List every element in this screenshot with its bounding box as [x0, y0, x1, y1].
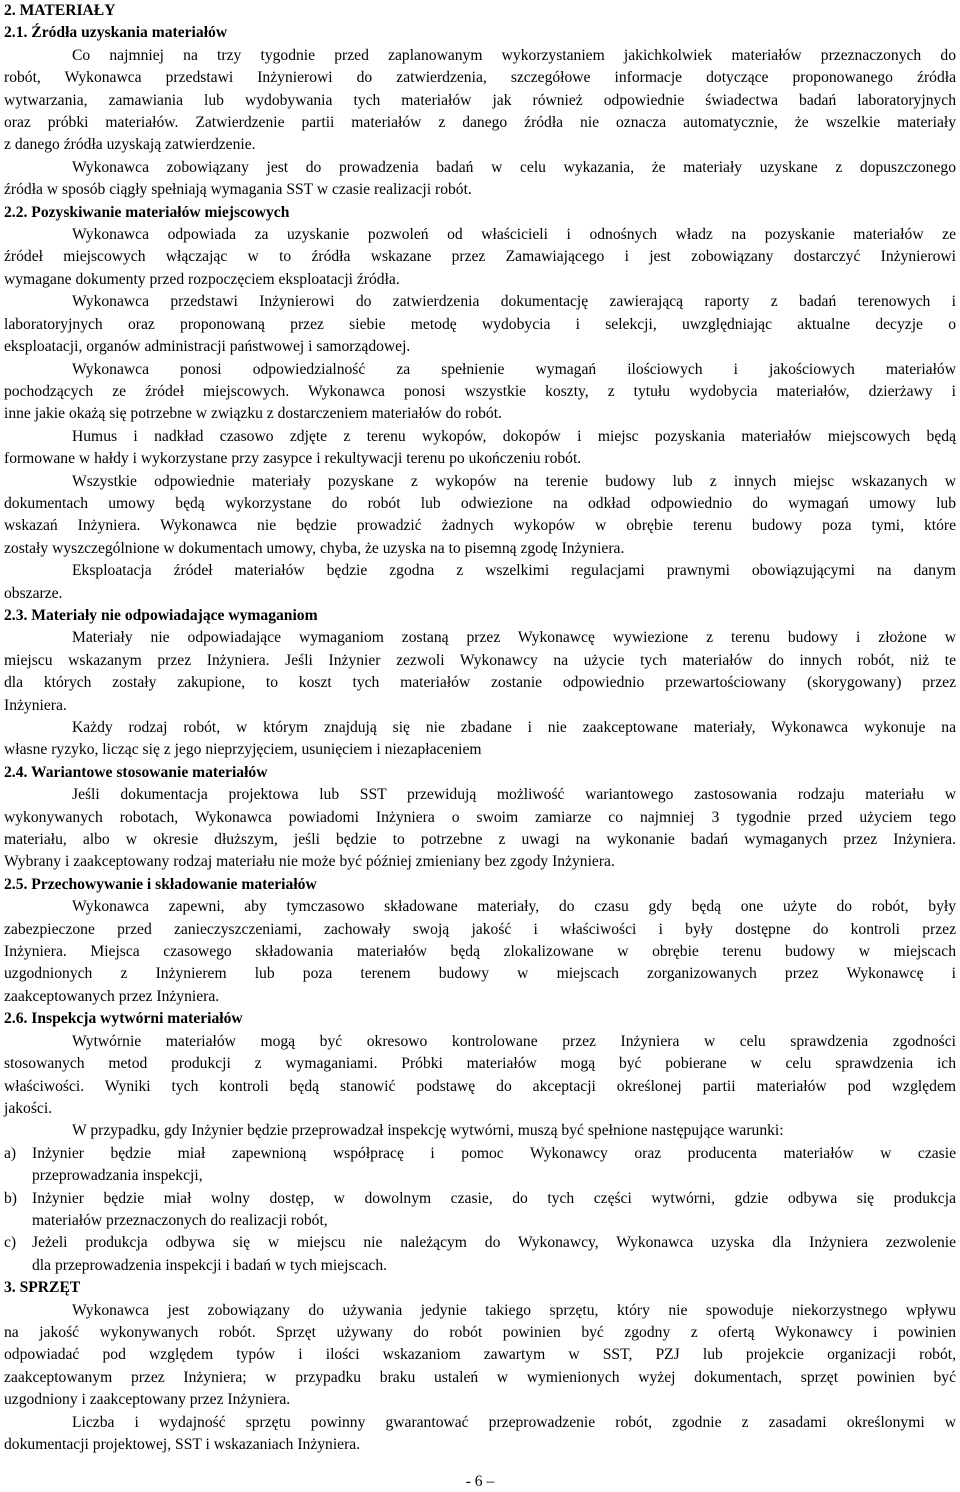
subsection-title: 2.3. Materiały nie odpowiadające wymaganiom	[4, 606, 318, 624]
text-line: Inżynier będzie miał wolny dostęp, w dowolnym czasie, do tych części wytwórni, gdzie odbywa się produkcja	[32, 1189, 956, 1207]
text-line: uzgodnionych z Inżynierem lub poza terenem budowy w miejscach zorganizowanych przez Wykonawcę i	[4, 965, 956, 983]
list-marker: b)	[4, 1189, 17, 1207]
subsection-title: 2.5. Przechowywanie i składowanie materiałów	[4, 875, 317, 893]
paragraph	[4, 784, 956, 874]
text-line: Wykonawca ponosi odpowiedzialność za spełnienie wymagań ilościowych i jakościowych materiałów	[72, 360, 956, 378]
paragraph	[4, 1031, 956, 1121]
paragraph	[4, 359, 956, 426]
text-line: dla których zostały zakupione, to koszt tych materiałów zostanie odpowiednio przewartościowany (skorygowany) przez	[4, 674, 956, 692]
subsection-title: 2.4. Wariantowe stosowanie materiałów	[4, 763, 268, 781]
text-line: zostały wyszczególnione w dokumentach umowy, chyba, że uzyska na to pisemną zgodę Inżyniera.	[4, 539, 625, 557]
text-line: inne jakie okażą się potrzebne w związku z dostarczeniem materiałów do robót.	[4, 405, 502, 423]
text-line: wykonywanych robotach, Wykonawca powiadomi Inżyniera o swoim zamiarze co najmniej 3 tygodnie przed użyciem tego	[4, 808, 956, 826]
text-line: na jakość wykonywanych robót. Sprzęt używany do robót powinien być zgodny z ofertą Wykonawcy i powinien	[4, 1323, 956, 1341]
text-line: dokumentacji projektowej, SST i wskazaniach Inżyniera.	[4, 1436, 361, 1453]
paragraph	[4, 717, 956, 762]
text-line: robót, Wykonawca przedstawi Inżynierowi do zatwierdzenia, szczegółowe informacje dotyczące proponowanego źródła	[4, 69, 956, 87]
text-line: zaakceptowanych przez Inżyniera.	[4, 987, 220, 1005]
list-item	[4, 1143, 956, 1188]
subsection-title: 2.1. Źródła uzyskania materiałów	[4, 24, 228, 42]
text-line: z danego źródła uzyskają zatwierdzenie.	[4, 136, 256, 154]
paragraph	[4, 1412, 956, 1457]
section-title: 2. MATERIAŁY	[4, 2, 116, 19]
text-line: zabezpieczone przed zanieczyszczeniami, zachowały swoją jakość i właściwości i były dostępne do kontroli przez	[4, 920, 956, 938]
text-line: wytwarzania, zamawiania lub wydobywania tych materiałów jak również odpowiednie świadectwa badań laboratoryjnych	[4, 91, 956, 109]
text-line: Wykonawca zapewni, aby tymczasowo składowane materiały, do czasu gdy będą one użyte do robót, były	[72, 898, 956, 916]
paragraph	[4, 157, 956, 202]
text-line: uzgodniony i zaakceptowany przez Inżyniera.	[4, 1391, 291, 1409]
subsection-title: 2.6. Inspekcja wytwórni materiałów	[4, 1010, 243, 1028]
paragraph	[4, 560, 956, 605]
text-line: właściwości. Wyniki tych kontroli będą stanowić podstawę do akceptacji określonej partii materiałów pod względem	[4, 1077, 956, 1095]
text-line: formowane w hałdy i wykorzystane przy zasypce i rekultywacji terenu po ukończeniu robót.	[4, 450, 582, 468]
text-line: Jeśli dokumentacja projektowa lub SST przewidują możliwość wariantowego zastosowania rodzaju materiału w	[72, 786, 956, 804]
text-line: Jeżeli produkcja odbywa się w miejscu nie należącym do Wykonawcy, Wykonawca uzyska dla Inżyniera zezwolenie	[32, 1234, 956, 1252]
text-line: zaakceptowanym przez Inżyniera; w przypadku braku ustaleń w wymienionych wyżej dokumentach, sprzęt powinien być	[4, 1368, 956, 1386]
paragraph	[4, 426, 956, 471]
paragraph	[4, 471, 956, 561]
paragraph	[4, 291, 956, 358]
text-line: wymagane dokumenty przed rozpoczęciem eksploatacji źródła.	[4, 270, 400, 288]
text-line: materiału, albo w okresie dłuższym, jeśli będzie to potrzebne z uwagi na wykonanie badań wymaganych przez Inżyniera.	[4, 831, 956, 849]
text-line: Wytwórnie materiałów mogą być okresowo kontrolowane przez Inżyniera w celu sprawdzenia zgodności	[72, 1032, 956, 1050]
list-item	[4, 1188, 956, 1233]
text-line: laboratoryjnych oraz proponowaną przez siebie metodę wydobycia i selekcji, uwzględniając aktualne decyzje o	[4, 315, 956, 333]
text-line: wskazań Inżyniera. Wykonawca nie będzie prowadzić żadnych wykopów w obrębie terenu budowy poza tymi, które	[4, 517, 956, 535]
text-line: pochodzących ze źródeł miejscowych. Wykonawca ponosi wszystkie koszty, z tytułu wydobycia materiałów, dzierżawy i	[4, 382, 956, 400]
text-line: Wykonawca jest zobowiązany do używania jedynie takiego sprzętu, który nie spowoduje niekorzystnego wpływu	[72, 1301, 956, 1319]
text-line: Wykonawca przedstawi Inżynierowi do zatwierdzenia dokumentację zawierającą raporty z badań terenowych i	[72, 293, 956, 311]
list-item	[4, 1232, 956, 1277]
text-line: W przypadku, gdy Inżynier będzie przeprowadzał inspekcję wytwórni, muszą być spełnione następujące warunki:	[72, 1122, 784, 1140]
document-page	[4, 0, 956, 1456]
text-line: dokumentach umowy będą wykorzystane do robót lub odwiezione na odkład odpowiednio do wymagań umowy lub	[4, 494, 956, 512]
paragraph	[4, 1120, 956, 1142]
text-line: Wybrany i zaakceptowany rodzaj materiału nie może być później zmieniany bez zgody Inżyniera.	[4, 853, 615, 871]
paragraph	[4, 45, 956, 157]
text-line: Inżynier będzie miał zapewnioną współpracę i pomoc Wykonawcy oraz producenta materiałów w czasie	[32, 1144, 956, 1162]
text-line: Każdy rodzaj robót, w którym znajdują się nie zbadane i nie zaakceptowane materiały, Wykonawca wykonuje na	[72, 719, 956, 736]
text-line: Inżyniera.	[4, 696, 67, 714]
paragraph	[4, 627, 956, 717]
text-line: stosowanych metod produkcji z wymaganiami. Próbki materiałów mogą być pobierane w celu sprawdzenia ich	[4, 1055, 956, 1073]
text-line: Liczba i wydajność sprzętu powinny gwarantować przeprowadzenie robót, zgodnie z zasadami określonymi w	[72, 1413, 956, 1431]
text-line: jakości.	[4, 1099, 53, 1117]
text-line: obszarze.	[4, 584, 63, 602]
text-line: własne ryzyko, licząc się z jego nieprzyjęciem, usunięciem i niezapłaceniem	[4, 741, 482, 759]
text-line: miejscu wskazanym przez Inżyniera. Jeśli Inżynier zezwoli Wykonawcy na użycie tych materiałów do innych robót, niż te	[4, 651, 956, 669]
text-line: Wykonawca odpowiada za uzyskanie pozwoleń od właścicieli i odnośnych władz na pozyskanie materiałów ze	[72, 226, 956, 244]
text-line: oraz próbki materiałów. Zatwierdzenie partii materiałów z danego źródła nie oznacza automatycznie, że wszelkie materiały	[4, 114, 956, 132]
text-line: Humus i nadkład czasowo zdjęte z terenu wykopów, dokopów i miejsc pozyskania materiałów miejscowych będą	[72, 427, 956, 445]
page-number: - 6 –	[465, 1473, 495, 1490]
text-line: Materiały nie odpowiadające wymaganiom zostaną przez Wykonawcę wywiezione z terenu budowy i złożone w	[72, 629, 956, 647]
text-line: eksploatacji, organów administracji państwowej i samorządowej.	[4, 338, 411, 356]
paragraph	[4, 896, 956, 1008]
text-line: Inżyniera. Miejsca czasowego składowania materiałów będą zlokalizowane w obrębie terenu budowy w miejscach	[4, 943, 956, 961]
text-line: Wykonawca zobowiązany jest do prowadzenia badań w celu wykazania, że materiały uzyskane z dopuszczonego	[72, 158, 956, 176]
text-line: Wszystkie odpowiednie materiały pozyskane z wykopów na terenie budowy lub z innych miejsc wskazanych w	[72, 472, 956, 490]
text-line: dla przeprowadzenia inspekcji i badań w tych miejscach.	[32, 1256, 388, 1274]
list-marker: a)	[4, 1144, 17, 1162]
text-line: odpowiadać pod względem typów i ilości wskazaniom zawartym w SST, PZJ lub projekcie organizacji robót,	[4, 1346, 956, 1364]
text-line: źródeł miejscowych włączając w to źródła wskazane przez Zamawiającego i jest zobowiązany dostarczyć Inżynierowi	[4, 248, 956, 266]
section-title: 3. SPRZĘT	[4, 1279, 81, 1297]
text-line: Co najmniej na trzy tygodnie przed zaplanowanym wykorzystaniem jakichkolwiek materiałów przeznaczonych do	[72, 46, 956, 64]
text-line: źródła w sposób ciągły spełniają wymagania SST w czasie realizacji robót.	[4, 181, 472, 199]
subsection-title: 2.2. Pozyskiwanie materiałów miejscowych	[4, 203, 290, 221]
paragraph	[4, 224, 956, 291]
paragraph	[4, 1300, 956, 1412]
list-marker: c)	[4, 1234, 17, 1252]
text-line: Eksploatacja źródeł materiałów będzie zgodna z wszelkimi regulacjami prawnymi obowiązującymi na danym	[72, 562, 956, 580]
text-line: materiałów przeznaczonych do realizacji robót,	[32, 1211, 328, 1229]
text-line: przeprowadzania inspekcji,	[32, 1167, 203, 1185]
